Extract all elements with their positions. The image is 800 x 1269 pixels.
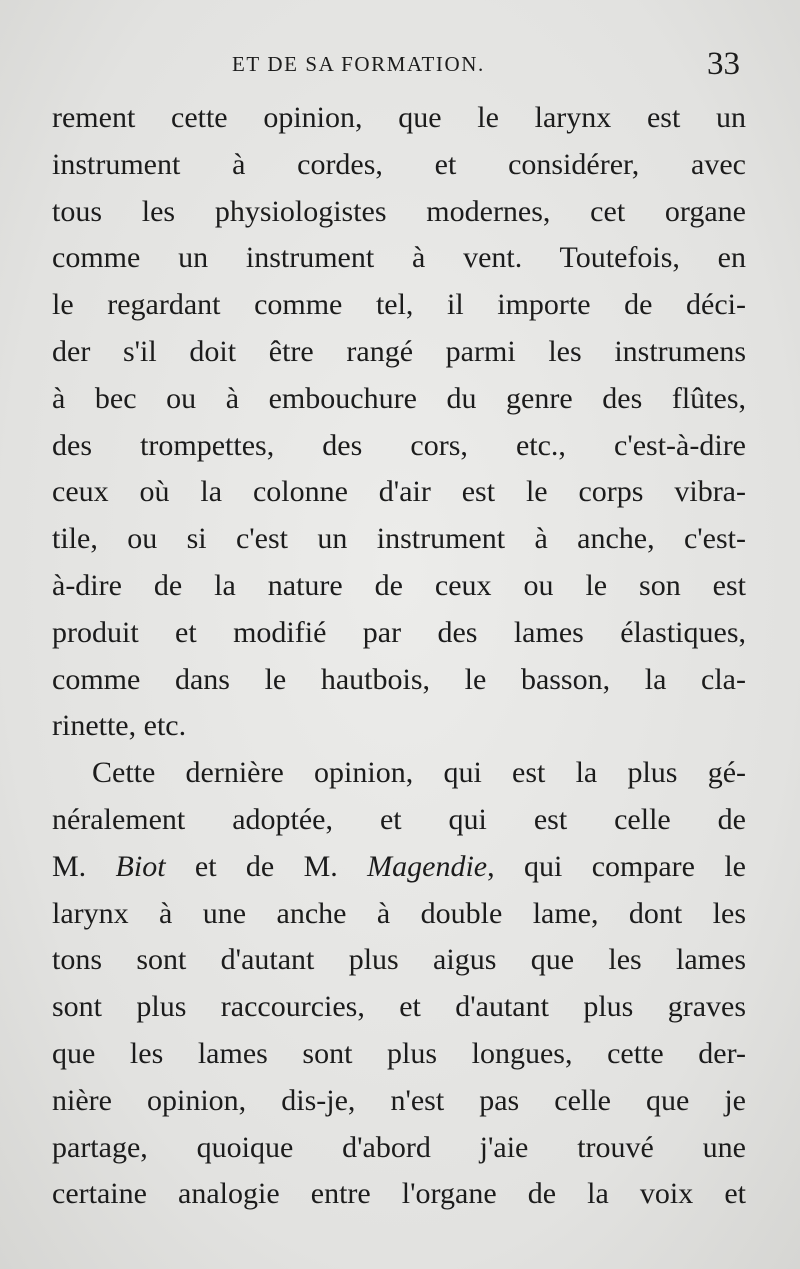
text-line: tous les physiologistes modernes, cet organe xyxy=(52,194,746,228)
text-line: partage, quoique d'abord j'aie trouvé une xyxy=(52,1130,746,1164)
person-name-biot: Biot xyxy=(115,849,166,883)
text-line: comme dans le hautbois, le basson, la cla- xyxy=(52,662,746,696)
page-number: 33 xyxy=(707,46,740,82)
text-line-with-names xyxy=(52,844,746,891)
text-line: le regardant comme tel, il importe de déci- xyxy=(52,288,746,322)
body-text xyxy=(52,95,746,1218)
text-line: instrument à cordes, et considérer, avec xyxy=(52,147,746,181)
running-head xyxy=(0,48,800,82)
text-line: comme un instrument à vent. Toutefois, en xyxy=(52,241,746,275)
text-line: néralement adoptée, et qui est celle de xyxy=(52,802,746,836)
text-line: nière opinion, dis-je, n'est pas celle que je xyxy=(52,1083,746,1117)
text-line: ceux où la colonne d'air est le corps vibra- xyxy=(52,475,746,509)
paragraph-start-line: Cette dernière opinion, qui est la plus gé- xyxy=(92,756,746,790)
text-run: , qui compare le xyxy=(487,849,746,883)
text-line: à bec ou à embouchure du genre des flûtes, xyxy=(52,381,746,415)
text-line: tons sont d'autant plus aigus que les lames xyxy=(52,943,746,977)
text-line: certaine analogie entre l'organe de la voix et xyxy=(52,1177,746,1211)
text-line: sont plus raccourcies, et d'autant plus graves xyxy=(52,990,746,1024)
text-line: der s'il doit être rangé parmi les instrumens xyxy=(52,334,746,368)
text-line: rement cette opinion, que le larynx est un xyxy=(52,101,746,134)
person-name-magendie: Magendie xyxy=(367,849,488,883)
text-run: et de M. xyxy=(165,849,368,883)
text-line: produit et modifié par des lames élastiques, xyxy=(52,615,746,649)
text-line: que les lames sont plus longues, cette der- xyxy=(52,1036,746,1070)
text-line: à-dire de la nature de ceux ou le son est xyxy=(52,568,746,602)
text-line: larynx à une anche à double lame, dont les xyxy=(52,896,746,930)
running-title: ET DE SA FORMATION. xyxy=(232,52,485,76)
text-line: tile, ou si c'est un instrument à anche, c'est- xyxy=(52,522,746,556)
paragraph-end-line: rinette, etc. xyxy=(52,709,187,743)
text-line: des trompettes, des cors, etc., c'est-à-dire xyxy=(52,428,746,462)
text-run: M. xyxy=(52,849,116,883)
